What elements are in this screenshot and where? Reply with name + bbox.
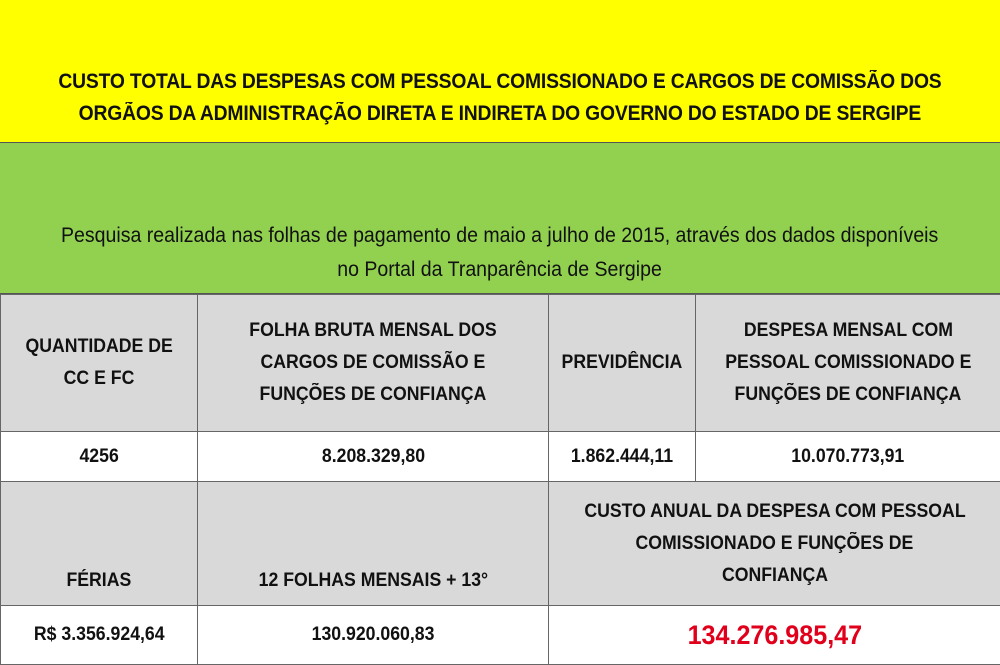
value-quantidade: 4256 [79,441,118,473]
header-folha-l2: CARGOS DE COMISSÃO E [261,347,486,379]
value-previdencia: 1.862.444,11 [571,441,673,473]
header-previdencia [549,295,696,432]
header-despesa-l2: PESSOAL COMISSIONADO E [725,347,971,379]
header-folhas-mensais [198,482,549,606]
header-quantidade [1,295,198,432]
expense-table [0,294,1000,665]
header-custo-l3: CONFIANÇA [721,560,827,592]
table-header-row [1,295,1000,432]
cell-folhas [198,606,549,665]
header-ferias-label: FÉRIAS [67,565,132,597]
table-row [1,432,1000,482]
title-banner [0,0,1000,143]
header-previdencia-l1: PREVIDÊNCIA [562,347,683,379]
title-line-2: ORGÃOS DA ADMINISTRAÇÃO DIRETA E INDIRETA DO GOVERNO DO ESTADO DE SERGIPE [79,98,921,130]
cell-folha-bruta [198,432,549,482]
subtitle-band [0,143,1000,294]
header-custo-l1: CUSTO ANUAL DA DESPESA COM PESSOAL [584,496,965,528]
table-row [1,606,1000,665]
header-folha-l1: FOLHA BRUTA MENSAL DOS [249,315,496,347]
header-custo-anual [549,482,1000,606]
cell-custo-anual [549,606,1000,665]
header-despesa-mensal [696,295,1000,432]
header-despesa-l1: DESPESA MENSAL COM [743,315,952,347]
subtitle-line-1: Pesquisa realizada nas folhas de pagamento de maio a julho de 2015, através dos dados disponíveis [61,219,938,253]
value-folha-bruta: 8.208.329,80 [321,441,424,473]
value-ferias: R$ 3.356.924,64 [34,619,165,651]
cell-ferias [1,606,198,665]
header-ferias [1,482,198,606]
header-quantidade-l2: CC E FC [64,363,135,395]
header-folha-bruta [198,295,549,432]
subtitle-line-2: no Portal da Tranparência de Sergipe [338,253,663,287]
cell-despesa-mensal [696,432,1000,482]
header-folhas-label: 12 FOLHAS MENSAIS + 13° [258,565,487,597]
header-despesa-l3: FUNÇÕES DE CONFIANÇA [735,379,962,411]
header-quantidade-l1: QUANTIDADE DE [25,331,172,363]
value-folhas: 130.920.060,83 [312,619,435,651]
header-custo-l2: COMISSIONADO E FUNÇÕES DE [636,528,914,560]
header-folha-l3: FUNÇÕES DE CONFIANÇA [260,379,487,411]
table-header-row-2 [1,482,1000,606]
cell-quantidade [1,432,198,482]
value-despesa-mensal: 10.070.773,91 [791,441,904,473]
cell-previdencia [549,432,696,482]
value-custo-anual: 134.276.985,47 [687,619,862,651]
title-line-1: CUSTO TOTAL DAS DESPESAS COM PESSOAL COMISSIONADO E CARGOS DE COMISSÃO DOS [58,66,941,98]
